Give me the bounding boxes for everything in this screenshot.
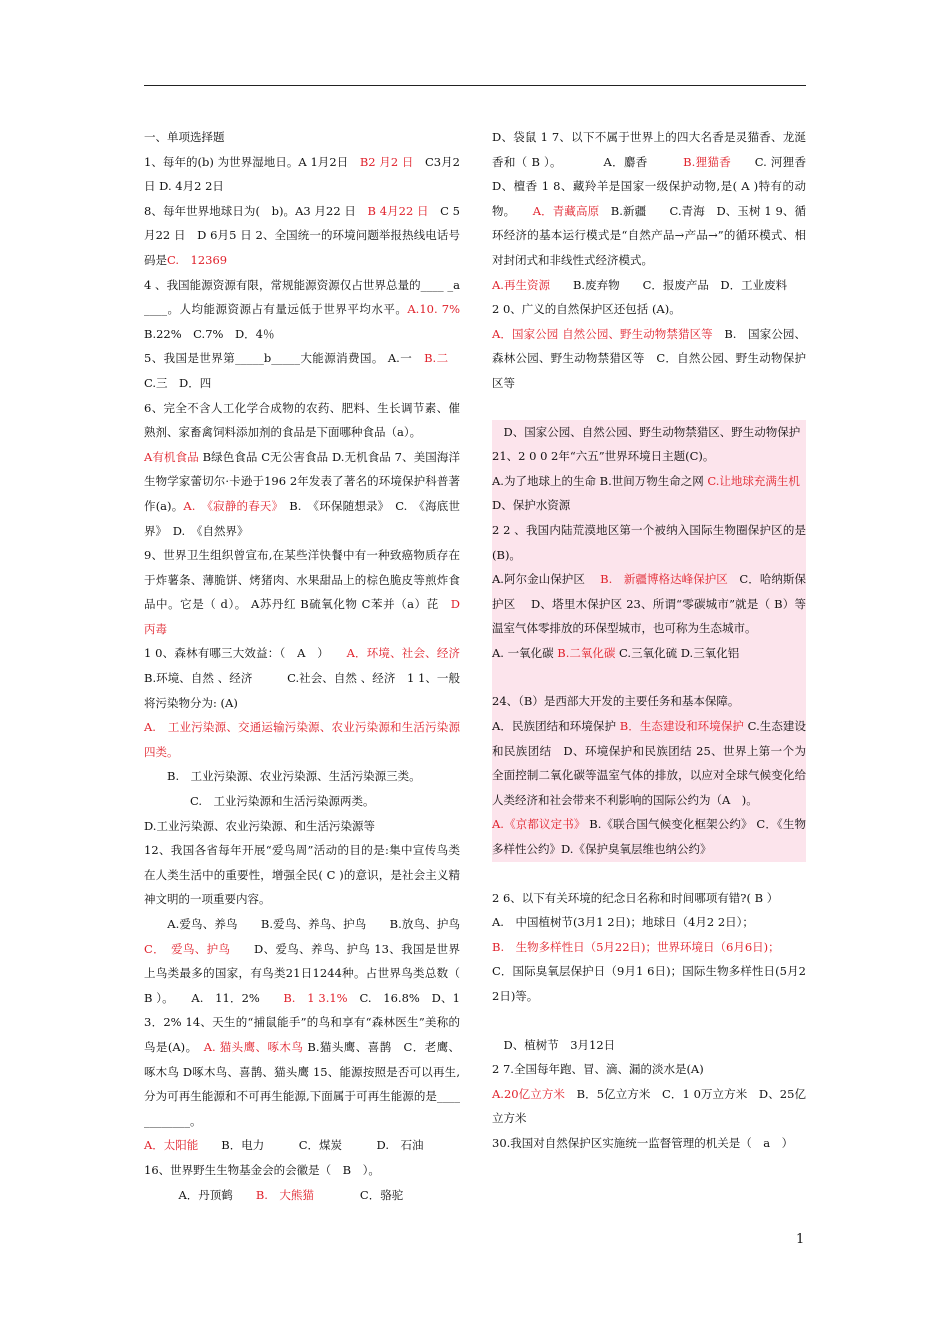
question-paragraph <box>144 199 460 273</box>
question-paragraph <box>492 420 806 445</box>
answer-highlight: A有机食品 <box>144 449 199 464</box>
answer-highlight: B. 新疆博格达峰保护区 <box>600 572 728 587</box>
question-text: A.为了地球上的生命 B.世间万物生命之网 <box>492 473 708 488</box>
right-column <box>492 125 818 1156</box>
answer-highlight: B. 大熊猫 <box>255 1187 314 1202</box>
question-paragraph <box>144 396 460 445</box>
question-paragraph <box>144 789 460 814</box>
question-paragraph <box>144 814 460 839</box>
question-paragraph <box>492 322 806 396</box>
answer-highlight: B2 月2 日 <box>359 154 414 169</box>
question-paragraph <box>144 715 460 764</box>
question-text: 2 0、广义的自然保护区还包括 (A)。 <box>492 302 681 317</box>
question-text: 1 0、森林有哪三大效益：（ A ） <box>144 646 347 661</box>
question-paragraph <box>144 764 460 789</box>
question-text: C. 16.8% D、1 3．2% 14、天生的“捕鼠能手”的鸟和享有“森林医生”美称的鸟是(A)。 <box>144 990 460 1054</box>
answer-highlight: C． 爱鸟、护鸟 <box>144 941 231 956</box>
question-paragraph <box>492 1033 806 1058</box>
question-paragraph <box>492 273 806 298</box>
page-number: 1 <box>796 1232 805 1247</box>
answer-highlight: A. 《寂静的春天》 <box>183 498 278 513</box>
answer-highlight: B. 生物多样性日（5月22日)；世界环境日（6月6日)； <box>492 939 780 954</box>
question-paragraph <box>492 641 806 666</box>
question-paragraph <box>144 1183 460 1208</box>
spacer <box>492 862 806 886</box>
question-paragraph <box>144 543 472 641</box>
spacer <box>492 1009 806 1033</box>
question-paragraph <box>144 838 460 912</box>
question-text: B.22% C.7% D．4％ <box>144 326 275 341</box>
answer-highlight: A．太阳能 <box>144 1138 199 1153</box>
question-text: A．丹顶鹤 <box>144 1187 256 1202</box>
question-paragraph <box>492 297 806 322</box>
question-paragraph <box>492 812 806 861</box>
question-paragraph <box>144 1158 460 1183</box>
question-paragraph <box>144 125 460 150</box>
answer-highlight: B 4月22 日 <box>367 203 429 218</box>
answer-highlight: A.《京都议定书》 <box>492 817 586 832</box>
answer-highlight: A．环境、社会、经济 <box>346 646 461 661</box>
question-text: B. 《环保随想录》 C. 《海底世界》 D. 《自然界》 <box>144 498 460 538</box>
question-text: 2 7.全国每年跑、冒、滴、漏的淡水是(A) <box>492 1062 704 1077</box>
question-text: D、保护水资源 <box>492 473 812 513</box>
question-text: B. 国家公园、森林公园、野生动物禁猎区等 C．自然公园、野生动物保护区等 <box>492 326 806 390</box>
question-text: C 5月22 日 D 6月5 日 2、全国统一的环境问题举报热线电话号码是 <box>144 203 461 267</box>
question-paragraph <box>492 125 818 273</box>
question-text: B.猫头鹰、喜鹊 C．老鹰、啄木鸟 D啄木鸟、喜鹊、猫头鹰 15、能源按照是否可以再生,分为可再生能源和不可再生能源,下面属于可再生能源的是____________。 <box>144 1039 460 1128</box>
question-text: B．5亿立方米 C．1 0万立方米 D、25亿立方米 <box>492 1086 806 1126</box>
question-text: 一、单项选择题 <box>144 130 225 144</box>
question-text: B.《联合国气候变化框架公约》 C．《生物多样性公约》D.《保护臭氧层维也纳公约》 <box>492 817 806 857</box>
question-paragraph <box>492 1082 806 1131</box>
question-paragraph <box>492 714 806 812</box>
question-text: 4 、我国能源资源有限，常规能源资源仅占世界总量的____ _a____。人均能源资源占有量远低于世界平均水平。 <box>144 277 460 317</box>
answer-highlight: B．生态建设和环境保护 <box>619 719 744 734</box>
question-text: B.废弃物 C．报废产品 D．工业废料 <box>549 277 788 292</box>
question-text: 21、2 0 0 2年“六五”世界环境日主题(C)。 <box>492 449 715 464</box>
answer-highlight: C.让地球充满生机 <box>707 473 800 488</box>
answer-highlight: B. 1 3.1% <box>283 990 348 1005</box>
question-text: D、爱鸟、养鸟、护鸟 13、我国是世界上鸟类最多的国家，有鸟类21日1244种。占世界鸟类总数（ B ）。 A. 11．2% <box>144 941 460 1005</box>
question-text: B.环境、自然 、经济 C.社会、自然 、经济 1 1、一般将污染物分为: (A) <box>144 646 484 710</box>
question-text: A.爱鸟、养鸟 B.爱鸟、养鸟、护鸟 B.放鸟、护鸟 <box>144 917 495 931</box>
question-paragraph <box>492 689 806 714</box>
question-text: 1、每年的(b) 为世界湿地日。A 1月2日 <box>144 154 360 169</box>
question-text: 9、世界卫生组织曾宣布,在某些洋快餐中有一种致癌物质存在于炸薯条、薄脆饼、烤猪肉、水果甜品上的棕色脆皮等煎炸食品中。它是（ d）。 A苏丹红 B硫氧化物 C苯并（a）芘 <box>144 548 460 612</box>
question-text: C3月2日 D. 4月2 2日 <box>144 154 460 194</box>
spacer <box>492 396 806 420</box>
answer-highlight: D 丙毒 <box>144 597 472 636</box>
question-paragraph <box>492 518 806 567</box>
answer-highlight: A.20亿立方米 <box>492 1086 566 1101</box>
question-text: D、植树节 3月12日 <box>492 1037 616 1052</box>
question-text: 24、（B）是西部大开发的主要任务和基本保障。 <box>492 694 740 709</box>
answer-highlight: A.10. 7% <box>407 302 461 317</box>
question-paragraph <box>492 444 806 469</box>
question-text: D、国家公园、自然公园、野生动物禁猎区、野生动物保护 <box>492 424 801 439</box>
answer-highlight: C. 12369 <box>167 252 228 267</box>
question-paragraph <box>144 273 460 347</box>
question-paragraph <box>492 935 806 960</box>
answer-highlight: A．国家公园 自然公园、野生动物禁猎区等 <box>492 326 713 341</box>
answer-highlight: B.狸猫香 <box>683 154 732 169</box>
question-paragraph <box>144 150 460 199</box>
question-paragraph <box>492 1057 806 1082</box>
question-text: A. 中国植树节(3月1 2日)；地球日（4月2 2日）； <box>492 915 754 930</box>
answer-highlight: B.二氧化碳 <box>557 645 616 660</box>
answer-highlight: A.再生资源 <box>492 277 550 292</box>
question-text: 2 2 、我国内陆荒漠地区第一个被纳入国际生物圈保护区的是(B)。 <box>492 522 806 562</box>
question-text: D、袋鼠 1 7、以下不属于世界上的四大名香是灵猫香、龙涎香和（ B ）。 A．麝香 <box>492 130 806 169</box>
question-text: 8、每年世界地球日为( b)。A3 月22 日 <box>144 203 368 218</box>
question-text: A.阿尔金山保护区 <box>492 572 601 587</box>
answer-highlight: B.二 <box>424 351 449 366</box>
answer-highlight: A．青藏高原 <box>532 203 600 218</box>
question-text: 30.我国对自然保护区实施统一监督管理的机关是（ a ） <box>492 1135 794 1150</box>
question-text: C. 河狸香 D、檀香 1 8、藏羚羊是国家一级保护动物,是( A )特有的动物。 <box>492 154 818 218</box>
question-text: D.工业污染源、农业污染源、和生活污染源等 <box>144 818 375 833</box>
question-text: B. 工业污染源、农业污染源、生活污染源三类。 <box>144 769 421 784</box>
question-text: C．哈纳斯保护区 D、塔里木保护区 23、所谓“零碳城市”就是（ B）等温室气体零排放的环保型城市，也可称为生态城市。 <box>492 572 806 636</box>
question-text: C. 工业污染源和生活污染源两类。 <box>144 794 375 809</box>
question-paragraph <box>492 886 806 911</box>
answer-highlight: A. 猫头鹰、啄木鸟 <box>203 1039 304 1054</box>
shaded-block <box>492 420 812 862</box>
question-text: A. 一氧化碳 <box>492 645 558 660</box>
question-paragraph <box>144 346 460 395</box>
question-text: 12、我国各省每年开展“爱鸟周”活动的目的是:集中宣传鸟类在人类生活中的重要性，增强全民( C )的意识，是社会主义精神文明的一项重要内容。 <box>144 843 460 907</box>
question-text: 2 6、以下有关环境的纪念日名称和时间哪项有错?( B ） <box>492 890 779 905</box>
answer-highlight: A. 工业污染源、交通运输污染源、农业污染源和生活污染源四类。 <box>144 720 460 759</box>
header-rule <box>144 85 806 86</box>
spacer <box>492 665 806 689</box>
question-paragraph <box>144 641 484 715</box>
question-text: C．骆驼 <box>313 1187 404 1202</box>
question-text: C.三 D．四 <box>144 351 460 390</box>
question-text: B.新疆 C.青海 D、玉树 1 9、循环经济的基本运行模式是“自然产品→产品→”的循环模式、相对封闭式和非线性式经济模式。 <box>492 203 807 267</box>
left-column <box>144 125 495 1207</box>
question-text: 16、世界野生生物基金会的会徽是（ B ）。 <box>144 1162 380 1177</box>
question-text: C.生态建设和民族团结 D、环境保护和民族团结 25、世界上第一个为全面控制二氧化碳等温室气体的排放，以应对全球气候变化给人类经济和社会带来不利影响的国际公约为（A )。 <box>492 719 806 807</box>
question-text: B绿色食品 C无公害食品 D.无机食品 7、美国海洋生物学家蕾切尔·卡逊于196 2年发表了著名的环境保护科普著作(a)。 <box>144 449 460 513</box>
question-paragraph <box>492 469 812 518</box>
question-text: B．电力 C．煤炭 D. 石油 <box>198 1138 424 1153</box>
question-paragraph <box>492 1131 806 1156</box>
question-text: 6、完全不含人工化学合成物的农药、肥料、生长调节素、催熟剂、家畜禽饲料添加剂的食品是下面哪种食品（a）。 <box>144 400 460 440</box>
question-paragraph <box>492 959 806 1008</box>
question-paragraph <box>144 1133 460 1158</box>
question-text: C.三氧化硫 D.三氧化铝 <box>615 645 740 660</box>
question-paragraph <box>144 912 495 1133</box>
question-text: 5、我国是世界第_____b_____大能源消费国。 A.一 <box>144 351 425 366</box>
question-text: C．国际臭氧层保护日（9月1 6日)；国际生物多样性日(5月2 2日)等。 <box>492 964 806 1003</box>
question-text: A．民族团结和环境保护 <box>492 719 620 734</box>
question-paragraph <box>492 567 806 641</box>
question-paragraph <box>144 445 460 543</box>
question-paragraph <box>492 910 806 935</box>
